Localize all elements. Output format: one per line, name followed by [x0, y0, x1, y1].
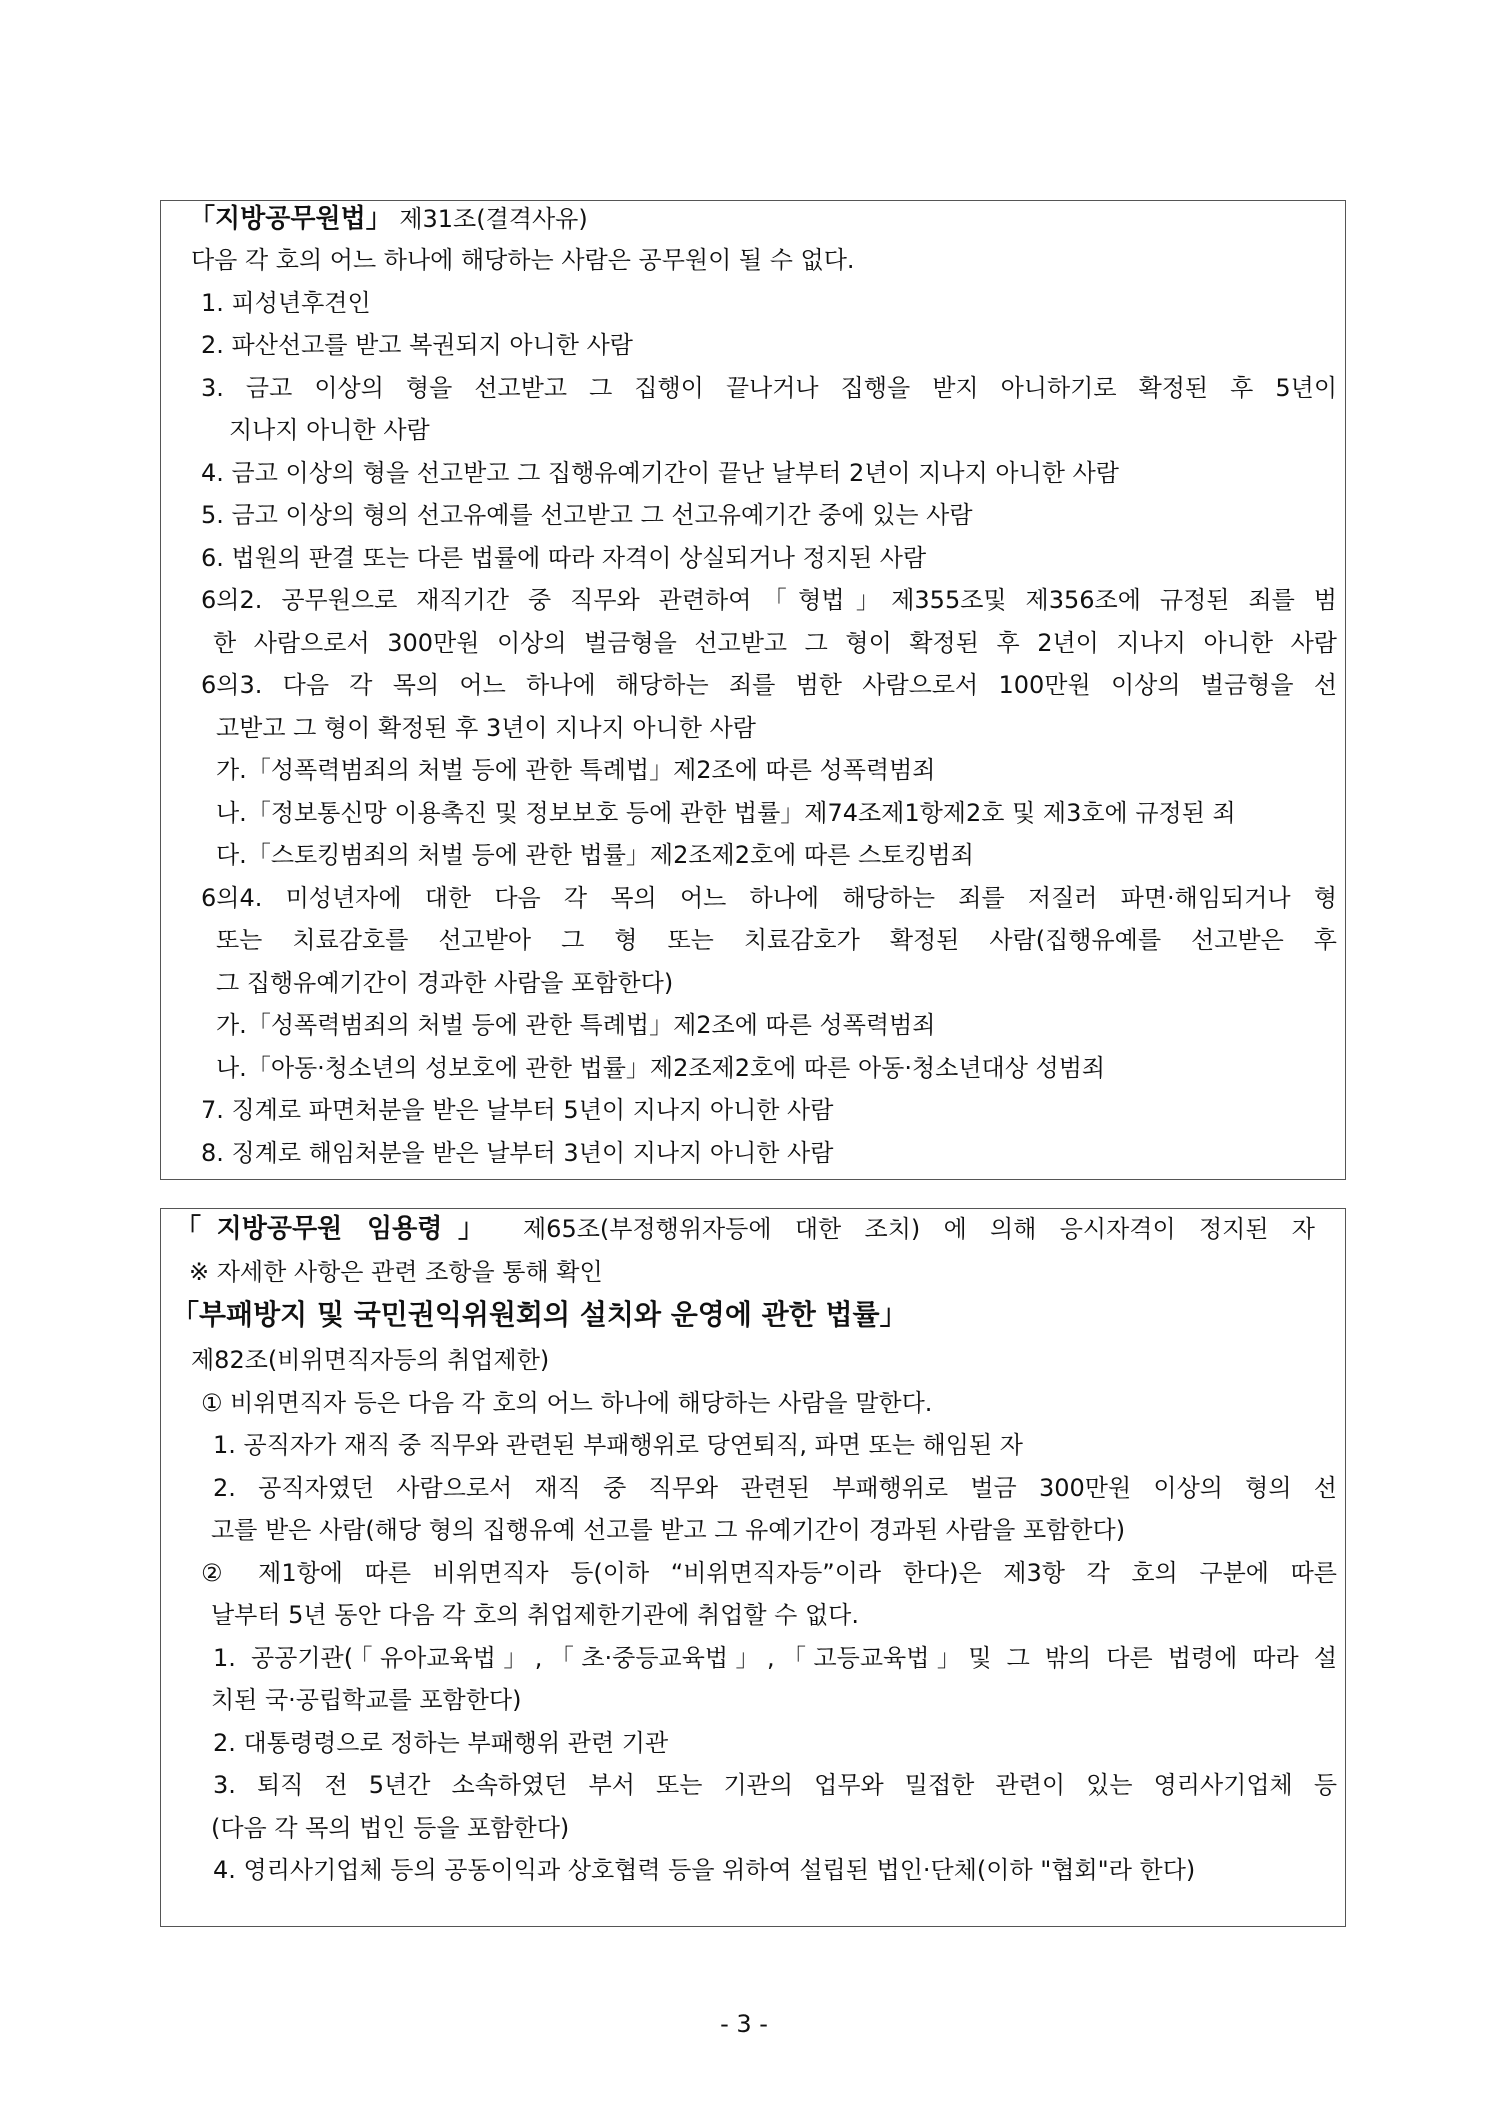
paragraph-2: ② 제1항에 따른 비위면직자 등(이하 “비위면직자등”이라 한다)은 제3항 각 호의 구분에 따른 — [201, 1559, 1337, 1587]
related-laws-box — [160, 1208, 1346, 1927]
article-title — [189, 203, 1345, 241]
clause-3-cont: 지나지 아니한 사람 — [229, 416, 430, 444]
clause-5: 5. 금고 이상의 형의 선고유예를 선고받고 그 선고유예기간 중에 있는 사람 — [201, 501, 973, 529]
enforcement-decree-line — [175, 1213, 1315, 1251]
p1-item-1: 1. 공직자가 재직 중 직무와 관련된 부패행위로 당연퇴직, 파면 또는 해임된 자 — [213, 1431, 1023, 1459]
item-na: 나.「정보통신망 이용촉진 및 정보보호 등에 관한 법률」제74조제1항제2호 및 제3호에 규정된 죄 — [216, 799, 1236, 827]
article-number: 제31조(결격사유) — [391, 205, 588, 233]
article-intro: 다음 각 호의 어느 하나에 해당하는 사람은 공무원이 될 수 없다. — [191, 246, 855, 274]
clause-6-4: 6의4. 미성년자에 대한 다음 각 목의 어느 하나에 해당하는 죄를 저질러 파면·해임되거나 형 — [201, 884, 1337, 912]
article-82-title: 제82조(비위면직자등의 취업제한) — [191, 1346, 550, 1374]
item-da: 다.「스토킹범죄의 처벌 등에 관한 법률」제2조제2호에 따른 스토킹범죄 — [216, 841, 974, 869]
paragraph-1: ① 비위면직자 등은 다음 각 호의 어느 하나에 해당하는 사람을 말한다. — [201, 1389, 933, 1417]
clause-6-4-cont2: 그 집행유예기간이 경과한 사람을 포함한다) — [216, 969, 674, 997]
p2-item-1-cont: 치된 국·공립학교를 포함한다) — [211, 1686, 522, 1714]
law-name: 「지방공무원법」 — [189, 204, 392, 234]
item-ga: 가.「성폭력범죄의 처벌 등에 관한 특례법」제2조에 따른 성폭력범죄 — [216, 756, 936, 784]
item-ga-2: 가.「성폭력범죄의 처벌 등에 관한 특례법」제2조에 따른 성폭력범죄 — [216, 1011, 936, 1039]
clause-7: 7. 징계로 파면처분을 받은 날부터 5년이 지나지 아니한 사람 — [201, 1096, 834, 1124]
decree-name: 「지방공무원 임용령」 — [175, 1214, 500, 1244]
clause-1: 1. 피성년후견인 — [201, 289, 371, 317]
p2-item-2: 2. 대통령령으로 정하는 부패행위 관련 기관 — [213, 1729, 669, 1757]
clause-6-4-cont: 또는 치료감호를 선고받아 그 형 또는 치료감호가 확정된 사람(집행유예를 선고받은 후 — [216, 926, 1337, 954]
note-line: ※ 자세한 사항은 관련 조항을 통해 확인 — [189, 1258, 603, 1286]
clause-2: 2. 파산선고를 받고 복권되지 아니한 사람 — [201, 331, 633, 359]
p1-item-2-cont: 고를 받은 사람(해당 형의 집행유예 선고를 받고 그 유예기간이 경과된 사람을 포함한다) — [211, 1516, 1126, 1544]
clause-6-2: 6의2. 공무원으로 재직기간 중 직무와 관련하여「형법」제355조및 제356조에 규정된 죄를 범 — [201, 586, 1337, 614]
law-article-31-box — [160, 200, 1346, 1180]
clause-3: 3. 금고 이상의 형을 선고받고 그 집행이 끝나거나 집행을 받지 아니하기로 확정된 후 5년이 — [201, 374, 1337, 402]
clause-6-3: 6의3. 다음 각 목의 어느 하나에 해당하는 죄를 범한 사람으로서 100만원 이상의 벌금형을 선 — [201, 671, 1337, 699]
clause-8: 8. 징계로 해임처분을 받은 날부터 3년이 지나지 아니한 사람 — [201, 1139, 834, 1167]
page-number: - 3 - — [720, 2010, 768, 2038]
p1-item-2: 2. 공직자였던 사람으로서 재직 중 직무와 관련된 부패행위로 벌금 300만원 이상의 형의 선 — [213, 1474, 1337, 1502]
p2-item-4: 4. 영리사기업체 등의 공동이익과 상호협력 등을 위하여 설립된 법인·단체(이하 "협회"라 한다) — [213, 1856, 1196, 1884]
clause-4: 4. 금고 이상의 형을 선고받고 그 집행유예기간이 끝난 날부터 2년이 지나지 아니한 사람 — [201, 459, 1119, 487]
item-na-2: 나.「아동·청소년의 성보호에 관한 법률」제2조제2호에 따른 아동·청소년대상 성범죄 — [216, 1054, 1106, 1082]
p2-item-3-cont: (다음 각 목의 법인 등을 포함한다) — [211, 1814, 570, 1842]
paragraph-2-cont: 날부터 5년 동안 다음 각 호의 취업제한기관에 취업할 수 없다. — [211, 1601, 859, 1629]
p2-item-3: 3. 퇴직 전 5년간 소속하였던 부서 또는 기관의 업무와 밀접한 관련이 있는 영리사기업체 등 — [213, 1771, 1337, 1799]
decree-article: 제65조(부정행위자등에 대한 조치) 에 의해 응시자격이 정지된 자 — [499, 1215, 1315, 1243]
anti-corruption-law-title: 「부패방지 및 국민권익위원회의 설치와 운영에 관한 법률」 — [171, 1298, 908, 1331]
clause-6-3-cont: 고받고 그 형이 확정된 후 3년이 지나지 아니한 사람 — [216, 714, 756, 742]
p2-item-1: 1. 공공기관(「유아교육법」,「초·중등교육법」,「고등교육법」및 그 밖의 다른 법령에 따라 설 — [213, 1644, 1337, 1672]
clause-6-2-cont: 한 사람으로서 300만원 이상의 벌금형을 선고받고 그 형이 확정된 후 2년이 지나지 아니한 사람 — [213, 629, 1337, 657]
clause-6: 6. 법원의 판결 또는 다른 법률에 따라 자격이 상실되거나 정지된 사람 — [201, 544, 927, 572]
